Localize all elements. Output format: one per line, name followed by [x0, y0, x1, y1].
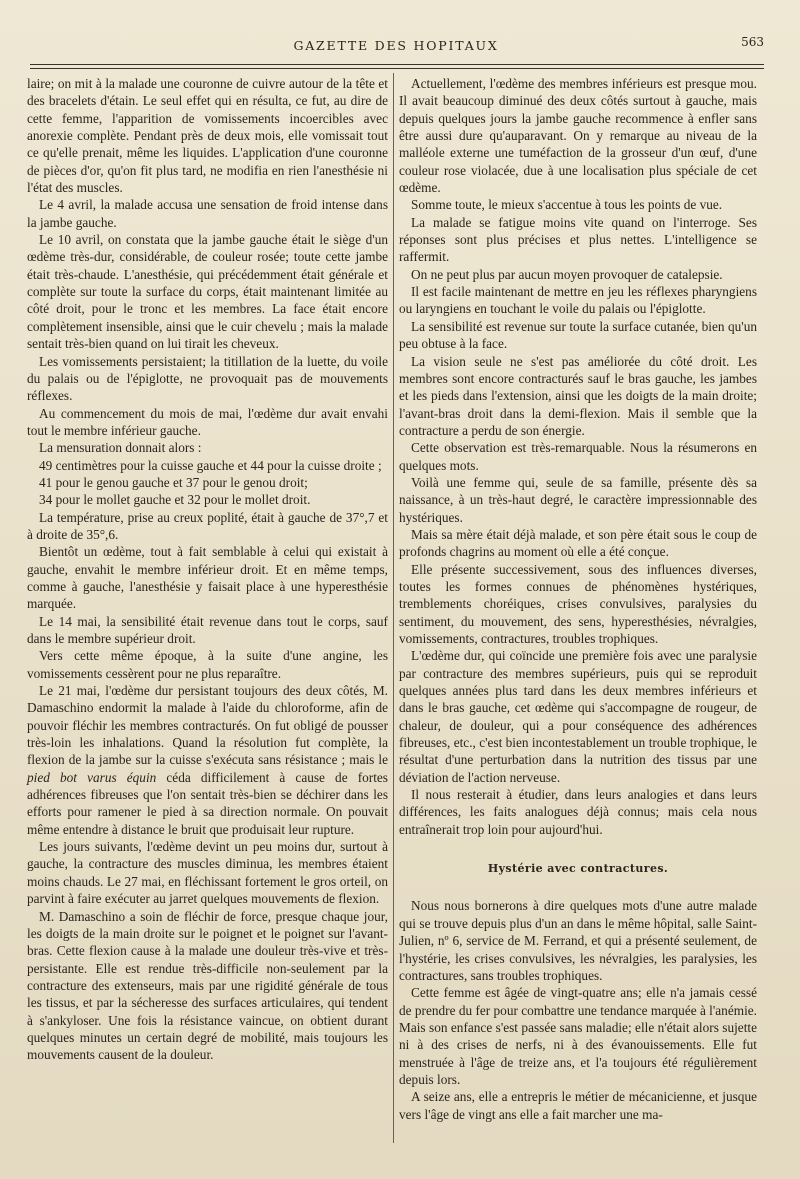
section-heading: Hystérie avec contractures.	[487, 862, 669, 876]
paragraph-text: Les vomissements persistaient; la titillation de la luette, du voile du palais ou de l'épiglotte, ne provoquait pas de mouvements réflexes.	[27, 353, 388, 404]
paragraph	[399, 214, 757, 266]
paragraph-text: Il nous resterait à étudier, dans leurs analogies et dans leurs différences, les faits analogues déjà connus; mais cela nous entraînerait trop loin pour aujourd'hui.	[399, 787, 757, 837]
paragraph-text: Elle présente successivement, sous des influences diverses, toutes les formes connues de phénomènes hystériques, tremblements choréiques, crises convulsives, paralysies du sentiment, du mouvement, des sens, hyperesthésies, névralgies, vomissements, contractures, troubles trophiques.	[399, 561, 757, 646]
paragraph-text: Actuellement, l'œdème des membres inférieurs est presque mou. Il avait beaucoup diminué des deux côtés surtout à gauche, mais depuis quelques jours la jambe gauche recommence à enfler sans être aussi dure qu'auparavant. On y remarque au niveau de la malléole externe une tuméfaction de la grosseur d'un œuf, d'une couleur rose violacée, due à une localisation plus spéciale de cet œdème.	[399, 76, 757, 196]
paragraph-text: La sensibilité est revenue sur toute la surface cutanée, bien qu'un peu obtuse à la face.	[399, 318, 757, 352]
paragraph-text: Au commencement du mois de mai, l'œdème dur avait envahi tout le membre inférieur gauche.	[27, 405, 388, 438]
paragraph-text: 41 pour le genou gauche et 37 pour le genou droit;	[39, 474, 308, 490]
page-number: 563	[741, 35, 764, 49]
paragraph-text: laire; on mit à la malade une couronne de cuivre autour de la tête et des bracelets d'étain. Le seul effet qui en résulta, ce fut, au dire de cette femme, l'apparition de vomissements incoercibles avec anorexie complète. Pendant près de deux mois, elle vomissait tout ce qu'elle prenait, même les liquides. L'application d'une couronne de pièces d'or, qu'on fit plus tard, ne modifia en rien l'anesthésie ni l'état des muscles.	[27, 76, 388, 196]
paragraph	[399, 75, 757, 196]
paragraph-text: L'œdème dur, qui coïncide une première fois avec une paralysie par contracture des membres supérieurs, puis qui se reproduit quelques années plus tard dans les deux membres inférieurs et dans le bras gauche, cet œdème qui s'accompagne de rougeur, de chaleur, de douleur, qui a pour conséquence des adhérences fibreuses, etc., c'est bien incontestablement un trouble trophique, le résultat d'une perturbation dans la nutrition des tissus par une déviation de l'action nerveuse.	[399, 648, 757, 785]
paragraph-text: 49 centimètres pour la cuisse gauche et 44 pour la cuisse droite ;	[39, 457, 382, 473]
paragraph	[399, 897, 757, 984]
paragraph	[27, 491, 388, 508]
paragraph	[399, 266, 757, 283]
paragraph	[27, 613, 388, 648]
paragraph	[399, 526, 757, 561]
paragraph	[399, 1088, 757, 1123]
paragraph	[399, 196, 757, 213]
paragraph	[399, 474, 757, 526]
paragraph-text: On ne peut plus par aucun moyen provoquer de catalepsie.	[411, 266, 723, 282]
paragraph	[27, 682, 388, 838]
paragraph	[27, 196, 388, 231]
paragraph	[27, 457, 388, 474]
page-header	[28, 30, 764, 56]
paragraph-text: La mensuration donnait alors :	[39, 440, 202, 456]
paragraph	[399, 984, 757, 1088]
paragraph-text: La température, prise au creux poplité, était à gauche de 37°,7 et à droite de 35°,6.	[27, 509, 388, 542]
paragraph-text: Il est facile maintenant de mettre en jeu les réflexes pharyngiens ou laryngiens en touchant le voile du palais ou l'épiglotte.	[399, 284, 757, 317]
paragraph-text: Vers cette même époque, à la suite d'une angine, les vomissements cessèrent pour ne plus reparaître.	[27, 648, 388, 681]
paragraph	[27, 908, 388, 1064]
paragraph-text: Le 21 mai, l'œdème dur persistant toujours des deux côtés, M. Damaschino endormit la malade à l'aide du chloroforme, afin de pouvoir fléchir les membres contracturés. On fut obligé de pousser très-loin les inhalations. Quand la résolution fut complète, la flexion de la jambe sur la cuisse s'exécuta sans résistance ; mais le	[27, 683, 388, 768]
paragraph	[27, 353, 388, 405]
paragraph	[399, 353, 757, 440]
paragraph-text: Le 14 mai, la sensibilité était revenue dans tout le corps, sauf dans le membre supérieur droit.	[27, 613, 388, 646]
right-column	[399, 75, 757, 1123]
header-rule-thin	[30, 68, 764, 69]
paragraph-text: La malade se fatigue moins vite quand on l'interroge. Ses réponses sont plus précises et plus nettes. L'intelligence se raffermit.	[399, 214, 757, 265]
column-divider	[393, 73, 394, 1143]
paragraph	[399, 318, 757, 353]
left-column	[27, 75, 388, 1064]
paragraph-text: A seize ans, elle a entrepris le métier de mécanicienne, et jusque vers l'âge de vingt ans elle a fait marcher une ma-	[399, 1089, 757, 1122]
paragraph	[27, 75, 388, 196]
paragraph-text: Cette observation est très-remarquable. Nous la résumerons en quelques mots.	[399, 440, 757, 473]
paragraph-text: Les jours suivants, l'œdème devint un peu moins dur, surtout à gauche, la contracture des muscles diminua, les membres étaient moins chauds. Le 27 mai, en fléchissant fortement le gros orteil, on parvint à faire exécuter au jarret quelques mouvements de flexion.	[27, 839, 388, 907]
paragraph	[399, 283, 757, 318]
paragraph-text: Le 4 avril, la malade accusa une sensation de froid intense dans la jambe gauche.	[27, 197, 388, 230]
paragraph-text: céda difficilement à cause de fortes adhérences fibreuses que l'on sentait très-bien se déchirer dans les efforts pour ramener le pied à sa direction normale. On pouvait même entendre à distance le bruit que produisait leur rupture.	[27, 769, 388, 837]
italic-term: pied bot varus équin	[27, 769, 157, 785]
paragraph-text: Nous nous bornerons à dire quelques mots d'une autre malade qui se trouve depuis plus d'un an dans le même hôpital, salle Saint-Julien, nº 6, service de M. Ferrand, et qui a présenté seulement, de l'hystérie, les crises convulsives, les névralgies, les paralysies, les contractures, sans troubles trophiques.	[399, 898, 757, 983]
paragraph-text: Mais sa mère était déjà malade, et son père était sous le coup de profonds chagrins au moment où elle a été conçue.	[399, 526, 757, 560]
paragraph-text: Cette femme est âgée de vingt-quatre ans; elle n'a jamais cessé de prendre du fer pour combattre une tendance marquée à l'anémie. Mais son enfance s'est passée sans maladie; elle n'était alors sujette ni à des crises de nerfs, ni à des évanouissements. Elle fut menstruée à l'âge de treize ans, et l'a toujours été régulièrement depuis lors.	[399, 985, 757, 1087]
paragraph	[27, 543, 388, 612]
paragraph	[399, 786, 757, 838]
paragraph-text: Le 10 avril, on constata que la jambe gauche était le siège d'un œdème très-dur, considérable, de couleur rosée; toute cette jambe était très-chaude. L'anesthésie, qui précédemment était générale et complète sur toute la surface du corps, était maintenant limitée au côté droit, pour le tronc et les membres. La face était encore complètement insensible, ainsi que le cuir chevelu ; mais la malade sentait très-bien quand on lui tirait les cheveux.	[27, 232, 388, 352]
paragraph-text: 34 pour le mollet gauche et 32 pour le mollet droit.	[39, 492, 311, 508]
paragraph	[27, 439, 388, 456]
paragraph	[27, 231, 388, 352]
paragraph-text: Voilà une femme qui, seule de sa famille, présente dès sa naissance, à un très-haut degré, le caractère impressionnable des hystériques.	[399, 474, 757, 525]
header-rule-thick	[30, 64, 764, 65]
publication-title: GAZETTE DES HOPITAUX	[293, 38, 499, 53]
paragraph	[27, 647, 388, 682]
right-column-bottom	[399, 897, 757, 1122]
paragraph	[399, 647, 757, 786]
paragraph	[27, 509, 388, 544]
paragraph	[27, 474, 388, 491]
paragraph	[27, 405, 388, 440]
paragraph-text: Bientôt un œdème, tout à fait semblable à celui qui existait à gauche, envahit le membre inférieur droit. Et en même temps, comme à gauche, l'anesthésie y faisait place à une hyperesthésie marquée.	[27, 544, 388, 612]
paragraph-text: Somme toute, le mieux s'accentue à tous les points de vue.	[411, 197, 723, 213]
paragraph	[399, 439, 757, 474]
paragraph	[27, 838, 388, 907]
right-column-top	[399, 75, 757, 838]
paragraph-text: La vision seule ne s'est pas améliorée du côté droit. Les membres sont encore contracturés sauf le bras gauche, les jambes et les pieds dans l'extension, ainsi que les doigts de la main droite; l'avant-bras droit dans la demi-flexion. Mais il semble que la contracture a perdu de son énergie.	[399, 353, 757, 438]
paragraph	[399, 561, 757, 648]
paragraph-text: M. Damaschino a soin de fléchir de force, presque chaque jour, les doigts de la main droite sur le poignet et le poignet sur l'avant-bras. Cette flexion cause à la malade une douleur très-vive et très-persistante. Elle est rendue très-difficile non-seulement par la contracture des extenseurs, mais par une rigidité générale de tous les tissus, et par la sécheresse des surfaces articulaires, qui tendent à s'ankyloser. Une fois la résistance vaincue, on obtient durant quelques minutes un certain degré de mobilité, mais toujours les mouvements causent de la douleur.	[27, 908, 388, 1063]
